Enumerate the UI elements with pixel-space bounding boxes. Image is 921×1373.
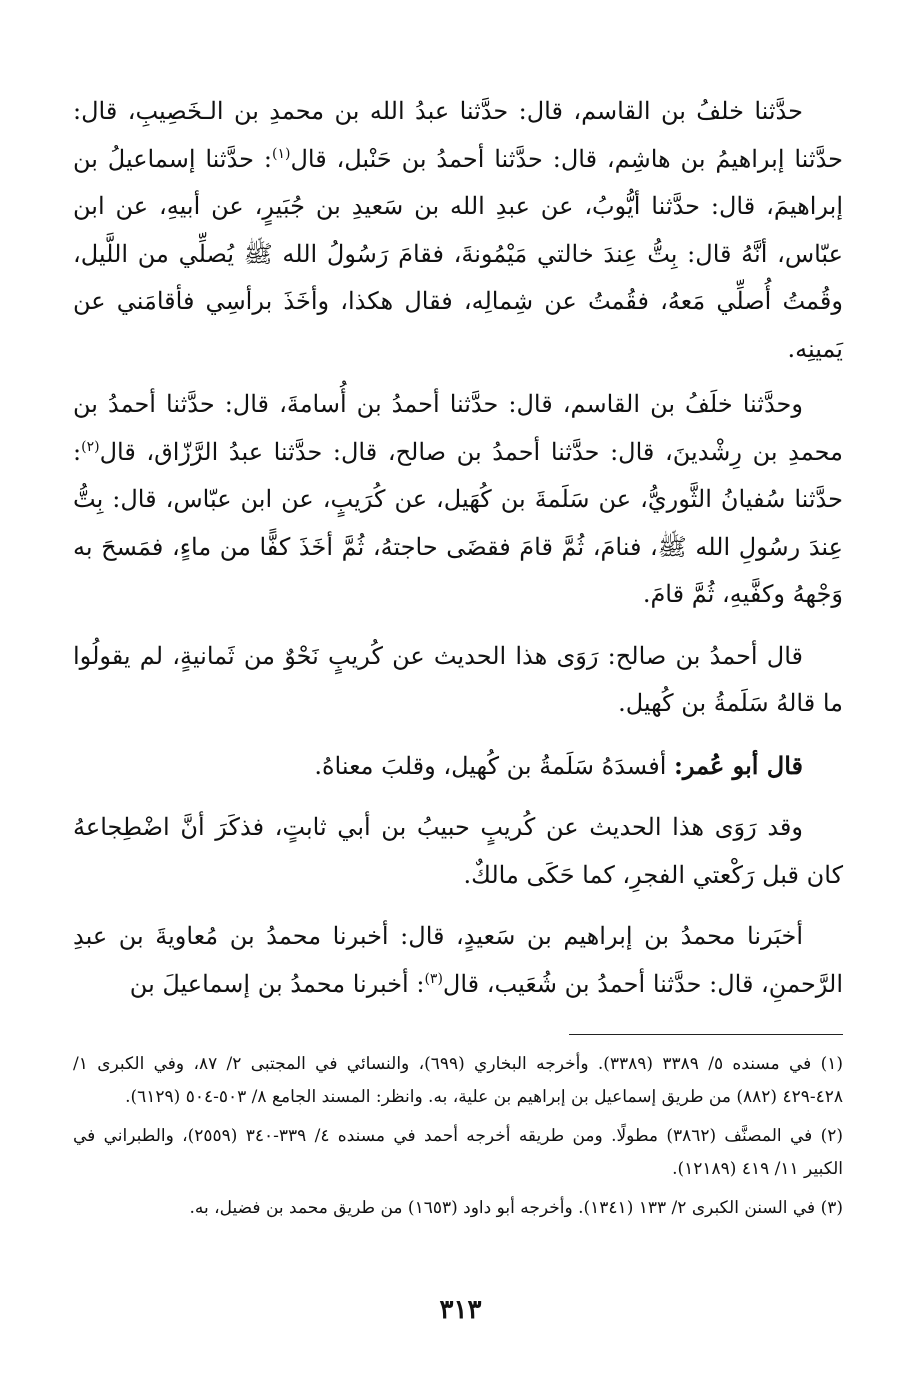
footnote-2: (٢) في المصنَّف (٣٨٦٢) مطولًا. ومن طريقه أخرجه أحمد في مسنده ٤/ ٣٣٩-٣٤٠ (٢٥٥٩)، والطبراني في الكبير ١١/ ٤١٩ (١٢١٨٩). <box>73 1126 843 1179</box>
paragraph-text: : أخبرنا محمدُ بن إسماعيلَ بن <box>129 969 425 998</box>
footnote-1: (١) في مسنده ٥/ ٣٣٨٩ (٣٣٨٩). وأخرجه البخاري (٦٩٩)، والنسائي في المجتبى ٢/ ٨٧، وفي الكبرى ١/ ٤٢٨-٤٢٩ (٨٨٢) من طريق إسماعيل بن إبراهيم بن علية، به. وانظر: المسند الجامع ٨/ ٥٠٣-٥٠٤ (٦١٢٩). <box>73 1054 843 1107</box>
paragraph-5: وقد رَوَى هذا الحديث عن كُريبٍ حبيبُ بن أبي ثابتٍ، فذكَرَ أنَّ اضْطِجاعهُ كان قبل رَكْعتي الفجرِ، كما حَكَى مالكٌ. <box>73 813 843 889</box>
page-number: ٣١٣ <box>439 1295 482 1325</box>
paragraph-text: وحدَّثنا خلَفُ بن القاسم، قال: حدَّثنا أحمدُ بن أُسامةَ، قال: حدَّثنا أحمدُ بن محمدِ بن رِشْدينَ، قال: حدَّثنا أحمدُ بن صالح، قال: حدَّثنا عبدُ الرَّزّاق، قال <box>73 390 843 466</box>
footnote-separator <box>569 1034 843 1035</box>
footnotes <box>73 1048 843 1231</box>
paragraph-4 <box>73 742 843 791</box>
paragraph-2 <box>73 381 843 619</box>
footnote-3: (٣) في السنن الكبرى ٢/ ١٣٣ (١٣٤١). وأخرجه أبو داود (١٦٥٣) من طريق محمد بن فضيل، به. <box>189 1198 843 1218</box>
paragraph-text: أفسدَهُ سَلَمةُ بن كُهيل، وقلبَ معناهُ. <box>314 751 675 780</box>
paragraph-3: قال أحمدُ بن صالح: رَوَى هذا الحديث عن كُريبٍ نَحْوٌ من ثَمانيةٍ، لم يقولُوا ما قالهُ سَلَمةُ بن كُهيل. <box>73 641 843 717</box>
paragraph-1 <box>73 88 843 373</box>
footnote-marker-3: (٣) <box>424 970 443 987</box>
footnote-marker-2: (٢) <box>81 438 100 455</box>
paragraph-6 <box>73 913 843 1008</box>
paragraph-text: : حدَّثنا إسماعيلُ بن إبراهيمَ، قال: حدَّثنا أيُّوبُ، عن عبدِ الله بن سَعيدِ بن جُبَيرٍ، عن أبيهِ، عن ابن عبّاس، أنَّهُ قال: بِتُّ عِندَ خالتي مَيْمُونةَ، فقامَ رَسُولُ الله ﷺ يُصلِّي من اللَّيل، وقُمتُ أُصلِّي مَعهُ، فقُمتُ عن شِمالِه، فقال هكذا، وأخَذَ برأسِي فأقامَني عن يَمينِه. <box>73 144 843 363</box>
author-lead: قال أبو عُمر: <box>674 750 803 780</box>
paragraph-text: حدَّثنا خلفُ بن القاسم، قال: حدَّثنا عبدُ الله بن محمدِ بن الـخَصِيبِ، قال: حدَّثنا إبراهيمُ بن هاشِم، قال: حدَّثنا أحمدُ بن حَنْبل، قال <box>73 97 843 173</box>
footnote-marker-1: (١) <box>271 145 291 162</box>
paragraph-text: : حدَّثنا سُفيانُ الثَّوريُّ، عن سَلَمةَ بن كُهَيل، عن كُرَيبٍ، عن ابن عبّاس، قال: بِتُّ عِندَ رسُولِ الله ﷺ، فنامَ، ثُمَّ قامَ فقضَى حاجتهُ، ثُمَّ أخَذَ كفًّا من ماءٍ، فمَسحَ به وَجْههُ وكفَّيهِ، ثُمَّ قامَ. <box>73 437 843 608</box>
main-text <box>73 88 843 1008</box>
paragraph-text: أخبَرنا محمدُ بن إبراهيم بن سَعيدٍ، قال: أخبرنا محمدُ بن مُعاويةَ بن عبدِ الرَّحمنِ، قال: حدَّثنا أحمدُ بن شُعَيب، قال <box>73 922 843 998</box>
